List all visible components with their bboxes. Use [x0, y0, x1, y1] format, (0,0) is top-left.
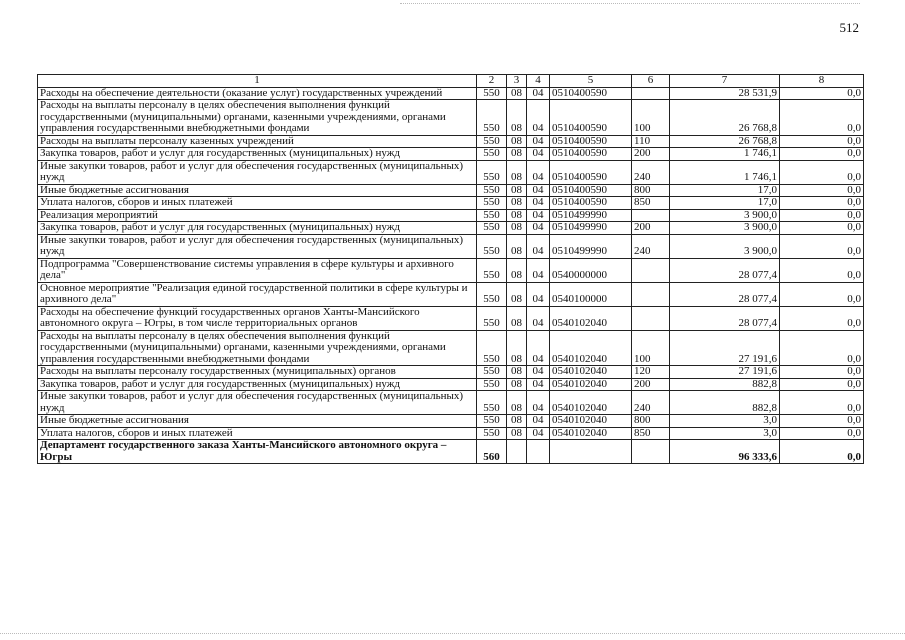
- row-subsection: 04: [527, 209, 550, 222]
- row-target-article: [550, 440, 632, 464]
- row-name: Основное мероприятие "Реализация единой государственной политики в сфере культуры и архивного дела": [38, 282, 477, 306]
- row-expense-type: 240: [632, 160, 670, 184]
- row-amount: 96 333,6: [670, 440, 780, 464]
- row-name: Расходы на выплаты персоналу в целях обеспечения выполнения функций государственными (муниципальными) органами, казенными учреждениями, органами управления государственными внебюджетными фондами: [38, 330, 477, 366]
- row-amount-federal: 0,0: [780, 427, 864, 440]
- row-expense-type: [632, 440, 670, 464]
- row-expense-type: 850: [632, 197, 670, 210]
- row-section: 08: [507, 330, 527, 366]
- row-name: Иные бюджетные ассигнования: [38, 415, 477, 428]
- row-admin-code: 550: [477, 197, 507, 210]
- row-amount-federal: 0,0: [780, 135, 864, 148]
- row-amount-federal: 0,0: [780, 148, 864, 161]
- row-amount-federal: 0,0: [780, 209, 864, 222]
- row-section: 08: [507, 415, 527, 428]
- table-row: [38, 209, 864, 222]
- row-amount: 882,8: [670, 378, 780, 391]
- header-row: [38, 75, 864, 88]
- table-row: [38, 184, 864, 197]
- table-row: [38, 222, 864, 235]
- row-target-article: 0540102040: [550, 330, 632, 366]
- row-amount-federal: 0,0: [780, 391, 864, 415]
- row-admin-code: 550: [477, 282, 507, 306]
- row-admin-code: 550: [477, 427, 507, 440]
- row-name: Закупка товаров, работ и услуг для государственных (муниципальных) нужд: [38, 378, 477, 391]
- row-amount-federal: 0,0: [780, 366, 864, 379]
- row-section: 08: [507, 184, 527, 197]
- row-subsection: 04: [527, 415, 550, 428]
- row-target-article: 0510499990: [550, 222, 632, 235]
- row-admin-code: 550: [477, 258, 507, 282]
- row-admin-code: 550: [477, 148, 507, 161]
- row-amount: 3 900,0: [670, 234, 780, 258]
- row-admin-code: 550: [477, 391, 507, 415]
- row-admin-code: 550: [477, 87, 507, 100]
- row-name: Уплата налогов, сборов и иных платежей: [38, 427, 477, 440]
- row-section: 08: [507, 282, 527, 306]
- row-section: 08: [507, 222, 527, 235]
- row-amount-federal: 0,0: [780, 100, 864, 136]
- row-amount-federal: 0,0: [780, 160, 864, 184]
- row-amount: 28 531,9: [670, 87, 780, 100]
- row-target-article: 0510400590: [550, 135, 632, 148]
- table-row: [38, 440, 864, 464]
- row-target-article: 0540102040: [550, 415, 632, 428]
- row-amount: 27 191,6: [670, 330, 780, 366]
- row-amount-federal: 0,0: [780, 330, 864, 366]
- header-cell: 7: [670, 75, 780, 88]
- row-expense-type: 120: [632, 366, 670, 379]
- table-row: [38, 234, 864, 258]
- row-amount: 1 746,1: [670, 148, 780, 161]
- row-amount: 27 191,6: [670, 366, 780, 379]
- header-cell: 2: [477, 75, 507, 88]
- table-row: [38, 148, 864, 161]
- table-row: [38, 378, 864, 391]
- row-admin-code: 550: [477, 330, 507, 366]
- scan-artifact-bottom: [0, 633, 905, 634]
- row-amount: 1 746,1: [670, 160, 780, 184]
- row-amount-federal: 0,0: [780, 378, 864, 391]
- row-amount: 3,0: [670, 415, 780, 428]
- row-name: Закупка товаров, работ и услуг для государственных (муниципальных) нужд: [38, 222, 477, 235]
- row-subsection: 04: [527, 100, 550, 136]
- row-section: 08: [507, 234, 527, 258]
- row-admin-code: 550: [477, 100, 507, 136]
- row-admin-code: 550: [477, 184, 507, 197]
- row-amount: 17,0: [670, 197, 780, 210]
- row-name: Иные закупки товаров, работ и услуг для обеспечения государственных (муниципальных) нужд: [38, 160, 477, 184]
- row-amount: 3 900,0: [670, 222, 780, 235]
- row-target-article: 0510400590: [550, 148, 632, 161]
- row-subsection: [527, 440, 550, 464]
- table-row: [38, 415, 864, 428]
- row-target-article: 0540102040: [550, 378, 632, 391]
- row-expense-type: 200: [632, 222, 670, 235]
- row-amount-federal: 0,0: [780, 87, 864, 100]
- row-subsection: 04: [527, 160, 550, 184]
- row-expense-type: 240: [632, 391, 670, 415]
- row-amount: 28 077,4: [670, 306, 780, 330]
- row-section: 08: [507, 135, 527, 148]
- row-subsection: 04: [527, 391, 550, 415]
- row-section: 08: [507, 87, 527, 100]
- row-expense-type: 240: [632, 234, 670, 258]
- table-row: [38, 330, 864, 366]
- row-target-article: 0510400590: [550, 160, 632, 184]
- row-target-article: 0540000000: [550, 258, 632, 282]
- row-amount: 3 900,0: [670, 209, 780, 222]
- table-row: [38, 160, 864, 184]
- row-section: [507, 440, 527, 464]
- row-expense-type: 110: [632, 135, 670, 148]
- row-target-article: 0540102040: [550, 366, 632, 379]
- row-admin-code: 550: [477, 222, 507, 235]
- row-admin-code: 550: [477, 366, 507, 379]
- header-cell: 1: [38, 75, 477, 88]
- row-amount-federal: 0,0: [780, 184, 864, 197]
- row-admin-code: 550: [477, 306, 507, 330]
- table-row: [38, 197, 864, 210]
- page-number: 512: [839, 20, 859, 35]
- row-section: 08: [507, 427, 527, 440]
- row-subsection: 04: [527, 258, 550, 282]
- row-section: 08: [507, 378, 527, 391]
- row-subsection: 04: [527, 306, 550, 330]
- scan-artifact-top: [400, 3, 860, 4]
- header-cell: 4: [527, 75, 550, 88]
- row-amount-federal: 0,0: [780, 306, 864, 330]
- row-name: Закупка товаров, работ и услуг для государственных (муниципальных) нужд: [38, 148, 477, 161]
- budget-table: [37, 74, 864, 464]
- row-subsection: 04: [527, 197, 550, 210]
- row-expense-type: [632, 209, 670, 222]
- row-target-article: 0540102040: [550, 391, 632, 415]
- table-row: [38, 100, 864, 136]
- table-row: [38, 135, 864, 148]
- row-target-article: 0540102040: [550, 427, 632, 440]
- table-row: [38, 427, 864, 440]
- row-section: 08: [507, 391, 527, 415]
- row-subsection: 04: [527, 234, 550, 258]
- row-expense-type: [632, 282, 670, 306]
- row-amount: 26 768,8: [670, 100, 780, 136]
- header-cell: 8: [780, 75, 864, 88]
- row-target-article: 0510499990: [550, 234, 632, 258]
- row-subsection: 04: [527, 135, 550, 148]
- table-row: [38, 306, 864, 330]
- row-subsection: 04: [527, 366, 550, 379]
- row-target-article: 0540100000: [550, 282, 632, 306]
- row-amount: 3,0: [670, 427, 780, 440]
- row-subsection: 04: [527, 330, 550, 366]
- table-row: [38, 282, 864, 306]
- table-row: [38, 391, 864, 415]
- row-name: Иные закупки товаров, работ и услуг для обеспечения государственных (муниципальных) нужд: [38, 391, 477, 415]
- row-subsection: 04: [527, 148, 550, 161]
- row-expense-type: 800: [632, 415, 670, 428]
- row-expense-type: 200: [632, 378, 670, 391]
- row-amount-federal: 0,0: [780, 415, 864, 428]
- row-name: Реализация мероприятий: [38, 209, 477, 222]
- row-amount-federal: 0,0: [780, 222, 864, 235]
- row-expense-type: [632, 258, 670, 282]
- row-name: Департамент государственного заказа Ханты-Мансийского автономного округа – Югры: [38, 440, 477, 464]
- row-admin-code: 550: [477, 415, 507, 428]
- row-amount-federal: 0,0: [780, 258, 864, 282]
- row-subsection: 04: [527, 184, 550, 197]
- row-expense-type: 200: [632, 148, 670, 161]
- row-expense-type: [632, 87, 670, 100]
- row-name: Иные бюджетные ассигнования: [38, 184, 477, 197]
- row-amount-federal: 0,0: [780, 197, 864, 210]
- header-cell: 6: [632, 75, 670, 88]
- row-target-article: 0510400590: [550, 87, 632, 100]
- row-expense-type: [632, 306, 670, 330]
- row-section: 08: [507, 366, 527, 379]
- row-admin-code: 550: [477, 209, 507, 222]
- table-row: [38, 87, 864, 100]
- table-body: [38, 87, 864, 464]
- row-name: Расходы на выплаты персоналу казенных учреждений: [38, 135, 477, 148]
- row-expense-type: 850: [632, 427, 670, 440]
- row-name: Расходы на обеспечение функций государственных органов Ханты-Мансийского автономного округа – Югры, в том числе территориальных органов: [38, 306, 477, 330]
- row-subsection: 04: [527, 222, 550, 235]
- row-amount: 28 077,4: [670, 258, 780, 282]
- row-section: 08: [507, 258, 527, 282]
- row-section: 08: [507, 306, 527, 330]
- row-expense-type: 100: [632, 100, 670, 136]
- row-section: 08: [507, 100, 527, 136]
- row-admin-code: 560: [477, 440, 507, 464]
- row-amount-federal: 0,0: [780, 234, 864, 258]
- table-row: [38, 258, 864, 282]
- table-row: [38, 366, 864, 379]
- row-admin-code: 550: [477, 234, 507, 258]
- row-name: Подпрограмма "Совершенствование системы управления в сфере культуры и архивного дела": [38, 258, 477, 282]
- row-expense-type: 100: [632, 330, 670, 366]
- row-amount: 28 077,4: [670, 282, 780, 306]
- row-subsection: 04: [527, 427, 550, 440]
- row-subsection: 04: [527, 282, 550, 306]
- row-target-article: 0510499990: [550, 209, 632, 222]
- row-name: Расходы на выплаты персоналу в целях обеспечения выполнения функций государственными (муниципальными) органами, казенными учреждениями, органами управления государственными внебюджетными фондами: [38, 100, 477, 136]
- row-name: Расходы на обеспечение деятельности (оказание услуг) государственных учреждений: [38, 87, 477, 100]
- row-admin-code: 550: [477, 160, 507, 184]
- row-amount: 882,8: [670, 391, 780, 415]
- row-amount: 26 768,8: [670, 135, 780, 148]
- row-name: Уплата налогов, сборов и иных платежей: [38, 197, 477, 210]
- row-name: Иные закупки товаров, работ и услуг для обеспечения государственных (муниципальных) нужд: [38, 234, 477, 258]
- row-subsection: 04: [527, 378, 550, 391]
- row-target-article: 0540102040: [550, 306, 632, 330]
- row-target-article: 0510400590: [550, 100, 632, 136]
- row-admin-code: 550: [477, 378, 507, 391]
- header-cell: 3: [507, 75, 527, 88]
- row-name: Расходы на выплаты персоналу государственных (муниципальных) органов: [38, 366, 477, 379]
- row-expense-type: 800: [632, 184, 670, 197]
- row-section: 08: [507, 160, 527, 184]
- row-amount-federal: 0,0: [780, 282, 864, 306]
- row-target-article: 0510400590: [550, 197, 632, 210]
- row-target-article: 0510400590: [550, 184, 632, 197]
- row-section: 08: [507, 197, 527, 210]
- row-subsection: 04: [527, 87, 550, 100]
- row-admin-code: 550: [477, 135, 507, 148]
- header-cell: 5: [550, 75, 632, 88]
- row-amount: 17,0: [670, 184, 780, 197]
- row-amount-federal: 0,0: [780, 440, 864, 464]
- row-section: 08: [507, 148, 527, 161]
- row-section: 08: [507, 209, 527, 222]
